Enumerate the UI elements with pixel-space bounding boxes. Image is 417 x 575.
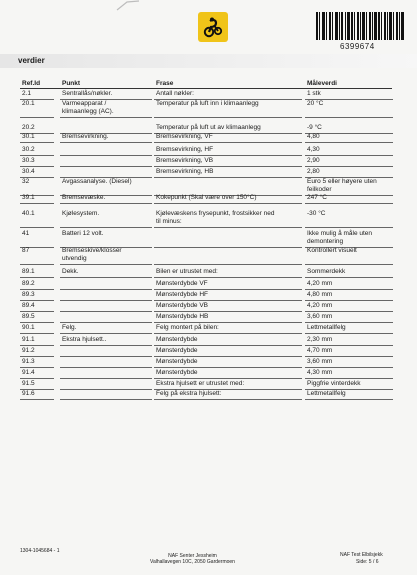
- value-underline: [305, 155, 393, 156]
- punkt-underline: [60, 311, 152, 312]
- column-header-frase: Frase: [156, 80, 174, 87]
- cell-frase: Mønsterdybde VF: [156, 280, 208, 287]
- cell-punkt: Ekstra hjulsett..: [62, 336, 107, 343]
- cell-ref: 89.4: [22, 302, 35, 309]
- cell-value: 3,60 mm: [307, 358, 333, 365]
- header-divider: [20, 88, 392, 89]
- cell-ref: 91.6: [22, 390, 35, 397]
- cell-ref: 20.2: [22, 124, 35, 131]
- frase-underline: [154, 117, 302, 118]
- value-underline: [305, 333, 393, 334]
- cell-ref: 41: [22, 230, 30, 237]
- ref-underline: [20, 399, 54, 400]
- cell-frase: Antall nøkler:: [156, 90, 194, 97]
- cell-ref: 40.1: [22, 210, 35, 217]
- section-title: verdier: [18, 56, 45, 65]
- footer-center: NAF Senter Jessheim Valhallavegen 10C, 2050 Gardermoen: [150, 553, 235, 565]
- value-underline: [305, 345, 393, 346]
- value-underline: [305, 300, 393, 301]
- ref-underline: [20, 289, 54, 290]
- punkt-underline: [60, 227, 152, 228]
- cell-frase: Bremsevirkning, VB: [156, 157, 214, 164]
- ref-underline: [20, 311, 54, 312]
- ref-underline: [20, 264, 54, 265]
- punkt-underline: [60, 333, 152, 334]
- cell-frase: Bremsevirkning, VF: [156, 133, 213, 140]
- value-underline: [305, 378, 393, 379]
- cell-value: 2,80: [307, 168, 320, 175]
- value-underline: [305, 264, 393, 265]
- cell-punkt: Varmeapparat / klimaanlegg (AC).: [62, 100, 114, 115]
- cell-ref: 30.3: [22, 157, 35, 164]
- cell-value: -30 °C: [307, 210, 326, 217]
- cell-punkt: Bremsevirkning.: [62, 133, 109, 140]
- cell-frase: Mønsterdybde HF: [156, 291, 209, 298]
- value-underline: [305, 322, 393, 323]
- cell-ref: 91.2: [22, 347, 35, 354]
- cell-ref: 89.5: [22, 313, 35, 320]
- frase-underline: [154, 300, 302, 301]
- value-underline: [305, 142, 393, 143]
- cell-frase: Mønsterdybde HB: [156, 313, 209, 320]
- cell-frase: Kokepunkt (Skal være over 150°C): [156, 194, 257, 201]
- punkt-underline: [60, 389, 152, 390]
- cell-value: 20 °C: [307, 100, 324, 107]
- cell-ref: 39.1: [22, 194, 35, 201]
- frase-underline: [154, 227, 302, 228]
- ref-underline: [20, 142, 54, 143]
- value-underline: [305, 203, 393, 204]
- cell-ref: 32: [22, 178, 30, 185]
- ref-underline: [20, 322, 54, 323]
- punkt-underline: [60, 289, 152, 290]
- value-underline: [305, 289, 393, 290]
- frase-underline: [154, 311, 302, 312]
- cell-frase: Bremsevirkning, HF: [156, 146, 214, 153]
- cell-ref: 91.5: [22, 380, 35, 387]
- scan-mark: [115, 0, 141, 12]
- frase-underline: [154, 289, 302, 290]
- cell-ref: 91.1: [22, 336, 35, 343]
- cell-value: Kontrollert visuelt: [307, 247, 357, 254]
- punkt-underline: [60, 367, 152, 368]
- cell-ref: 91.4: [22, 369, 35, 376]
- ref-underline: [20, 333, 54, 334]
- value-underline: [305, 227, 393, 228]
- punkt-underline: [60, 155, 152, 156]
- cell-value: Lettmetallfelg: [307, 324, 346, 331]
- cell-ref: 90.1: [22, 324, 35, 331]
- frase-underline: [154, 399, 302, 400]
- ref-underline: [20, 367, 54, 368]
- value-underline: [305, 311, 393, 312]
- footer-right-title: NAF Test Elbilsjekk: [340, 552, 383, 558]
- frase-underline: [154, 264, 302, 265]
- punkt-underline: [60, 117, 152, 118]
- punkt-underline: [60, 345, 152, 346]
- naf-logo: [198, 12, 228, 42]
- cell-frase: Ekstra hjulsett er utrustet med:: [156, 380, 245, 387]
- value-underline: [305, 117, 393, 118]
- wheel-figure-icon: [201, 15, 225, 39]
- cell-value: 4,30 mm: [307, 369, 333, 376]
- cell-value: 4,20 mm: [307, 302, 333, 309]
- frase-underline: [154, 142, 302, 143]
- cell-value: Sommerdekk: [307, 268, 346, 275]
- cell-ref: 20.1: [22, 100, 35, 107]
- frase-underline: [154, 345, 302, 346]
- cell-punkt: Batteri 12 volt.: [62, 230, 104, 237]
- cell-value: 2,90: [307, 157, 320, 164]
- cell-value: Ikke mulig å måle uten demontering: [307, 230, 373, 245]
- frase-underline: [154, 166, 302, 167]
- ref-underline: [20, 356, 54, 357]
- punkt-underline: [60, 322, 152, 323]
- punkt-underline: [60, 300, 152, 301]
- value-underline: [305, 367, 393, 368]
- cell-ref: 89.1: [22, 268, 35, 275]
- cell-value: Euro 5 eller høyere uten feilkoder: [307, 178, 377, 193]
- cell-punkt: Felg.: [62, 324, 77, 331]
- cell-frase: Felg på ekstra hjulsett:: [156, 390, 222, 397]
- cell-ref: 2.1: [22, 90, 32, 97]
- footer-page: Side: 5 / 6: [356, 559, 379, 565]
- punkt-underline: [60, 356, 152, 357]
- cell-frase: Temperatur på luft ut av klimaanlegg: [156, 124, 261, 131]
- cell-value: -9 °C: [307, 124, 322, 131]
- punkt-underline: [60, 378, 152, 379]
- cell-frase: Mønsterdybde VB: [156, 302, 209, 309]
- cell-frase: Bremsevirkning, HB: [156, 168, 214, 175]
- cell-frase: Mønsterdybde: [156, 369, 198, 376]
- ref-underline: [20, 378, 54, 379]
- column-header-ref: Ref.Id: [22, 80, 41, 87]
- ref-underline: [20, 345, 54, 346]
- frase-underline: [154, 155, 302, 156]
- cell-value: 1 stk: [307, 90, 321, 97]
- cell-ref: 89.2: [22, 280, 35, 287]
- cell-ref: 91.3: [22, 358, 35, 365]
- value-underline: [305, 399, 393, 400]
- cell-punkt: Dekk.: [62, 268, 79, 275]
- cell-frase: Temperatur på luft inn i klimaanlegg: [156, 100, 259, 107]
- ref-underline: [20, 117, 54, 118]
- frase-underline: [154, 333, 302, 334]
- cell-ref: 30.4: [22, 168, 35, 175]
- cell-value: 3,60 mm: [307, 313, 333, 320]
- frase-underline: [154, 177, 302, 178]
- cell-value: 4,20 mm: [307, 280, 333, 287]
- cell-ref: 87: [22, 247, 30, 254]
- cell-punkt: Avgassanalyse. (Diesel): [62, 178, 132, 185]
- frase-underline: [154, 378, 302, 379]
- cell-frase: Mønsterdybde: [156, 347, 198, 354]
- cell-value: Lettmetallfelg: [307, 390, 346, 397]
- footer-doc-id: 1304-1045684 - 1: [20, 548, 60, 554]
- ref-underline: [20, 227, 54, 228]
- cell-value: 4,70 mm: [307, 347, 333, 354]
- cell-ref: 30.1: [22, 133, 35, 140]
- ref-underline: [20, 203, 54, 204]
- cell-value: 4,80 mm: [307, 291, 333, 298]
- barcode: [316, 12, 404, 40]
- cell-punkt: Bremseskive/klosser utvendig: [62, 247, 122, 262]
- cell-value: 2,30 mm: [307, 336, 333, 343]
- value-underline: [305, 277, 393, 278]
- frase-underline: [154, 247, 302, 248]
- cell-frase: Felg montert på bilen:: [156, 324, 219, 331]
- cell-ref: 30.2: [22, 146, 35, 153]
- barcode-number: 6399674: [340, 42, 375, 51]
- frase-underline: [154, 203, 302, 204]
- frase-underline: [154, 356, 302, 357]
- value-underline: [305, 356, 393, 357]
- cell-punkt: Sentrallås/nøkler.: [62, 90, 113, 97]
- punkt-underline: [60, 166, 152, 167]
- punkt-underline: [60, 203, 152, 204]
- cell-frase: Mønsterdybde: [156, 336, 198, 343]
- frase-underline: [154, 322, 302, 323]
- cell-value: Piggfrie vinterdekk: [307, 380, 361, 387]
- ref-underline: [20, 166, 54, 167]
- value-underline: [305, 166, 393, 167]
- punkt-underline: [60, 277, 152, 278]
- ref-underline: [20, 300, 54, 301]
- ref-underline: [20, 277, 54, 278]
- cell-ref: 89.3: [22, 291, 35, 298]
- frase-underline: [154, 367, 302, 368]
- cell-frase: Bilen er utrustet med:: [156, 268, 218, 275]
- cell-value: 247 °C: [307, 194, 327, 201]
- frase-underline: [154, 277, 302, 278]
- cell-value: 4,30: [307, 146, 320, 153]
- column-header-punkt: Punkt: [62, 80, 81, 87]
- punkt-underline: [60, 399, 152, 400]
- column-header-maleverdi: Måleverdi: [307, 80, 337, 87]
- punkt-underline: [60, 264, 152, 265]
- cell-punkt: Kjølesystem.: [62, 210, 100, 217]
- section-bar: [0, 54, 417, 68]
- cell-punkt: Bremsevæske.: [62, 194, 106, 201]
- ref-underline: [20, 155, 54, 156]
- cell-frase: Kjølevæskens frysepunkt, frostsikker ned til minus:: [156, 210, 275, 225]
- cell-frase: Mønsterdybde: [156, 358, 198, 365]
- punkt-underline: [60, 142, 152, 143]
- cell-value: 4,80: [307, 133, 320, 140]
